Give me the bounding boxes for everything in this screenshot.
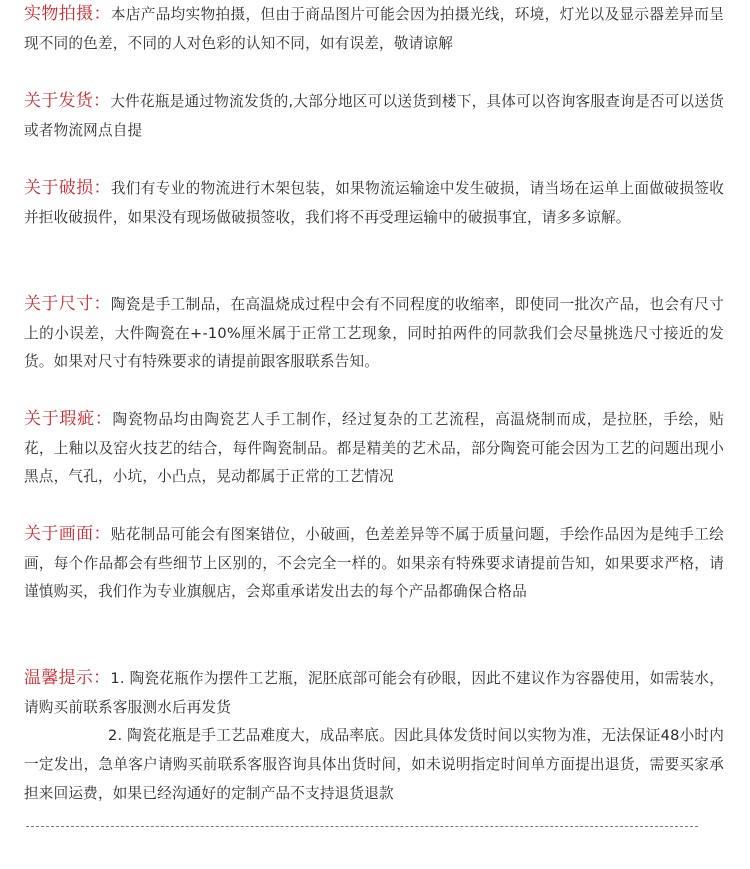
section-text: 陶瓷物品均由陶瓷艺人手工制作，经过复杂的工艺流程，高温烧制而成，是拉胚，手绘，贴花，上釉以及窑火技艺的结合，每件陶瓷制品。都是精美的艺术品，部分陶瓷可能会因为工艺的问题出现小黑点，气孔，小坑，小凸点，晃动都属于正常的工艺情况	[24, 411, 724, 486]
section-label: 关于尺寸：	[24, 294, 111, 314]
section-text: 本店产品均实物拍摄，但由于商品图片可能会因为拍摄光线，环境，灯光以及显示器差异而呈现不同的色差，不同的人对色彩的认知不同，如有误差，敬请谅解	[24, 6, 724, 52]
section-damage	[24, 174, 724, 232]
section-text: 大件花瓶是通过物流发货的,大部分地区可以送货到楼下，具体可以咨询客服查询是否可以送货或者物流网点自提	[24, 93, 725, 139]
section-label: 关于破损：	[24, 178, 111, 198]
section-flaw	[24, 405, 724, 492]
section-text: 贴花制品可能会有图案错位，小破画，色差差异等不属于质量问题，手绘作品因为是纯手工绘画，每个作品都会有些细节上区别的，不会完全一样的。如果亲有特殊要求请提前告知，如果要求严格，请谨慎购买，我们作为专业旗舰店，会郑重承诺发出去的每个产品都确保合格品	[24, 526, 724, 601]
notice-text-1: 1. 陶瓷花瓶作为摆件工艺瓶，泥胚底部可能会有砂眼，因此不建议作为容器使用，如需装水，请购买前联系客服测水后再发货	[24, 670, 724, 716]
notice-label: 温馨提示：	[24, 668, 111, 688]
section-photo	[24, 0, 724, 58]
section-notice	[24, 664, 724, 809]
notice-item-1	[24, 664, 724, 722]
dashed-divider	[26, 826, 698, 827]
section-pattern	[24, 520, 724, 607]
notice-text-2: 2. 陶瓷花瓶是手工艺品难度大，成品率底。因此具体发货时间以实物为准，无法保证48小时内一定发出，急单客户请购买前联系客服咨询具体出货时间，如未说明指定时间单方面提出退货，需要买家承担来回运费，如果已经沟通好的定制产品不支持退货退款	[24, 727, 724, 802]
section-label: 关于发货：	[24, 91, 111, 111]
section-text: 陶瓷是手工制品，在高温烧成过程中会有不同程度的收缩率，即使同一批次产品，也会有尺寸上的小误差，大件陶瓷在+-10%厘米属于正常工艺现象，同时拍两件的同款我们会尽量挑选尺寸接近的发货。如果对尺寸有特殊要求的请提前跟客服联系告知。	[24, 296, 724, 371]
section-label: 关于画面：	[24, 524, 111, 544]
section-label: 实物拍摄：	[24, 4, 111, 24]
section-text: 我们有专业的物流进行木架包装，如果物流运输途中发生破损，请当场在运单上面做破损签收并拒收破损件，如果没有现场做破损签收，我们将不再受理运输中的破损事宜，请多多谅解。	[24, 180, 724, 226]
section-shipping	[24, 87, 724, 145]
section-size	[24, 290, 724, 377]
section-label: 关于瑕疵：	[24, 409, 113, 429]
